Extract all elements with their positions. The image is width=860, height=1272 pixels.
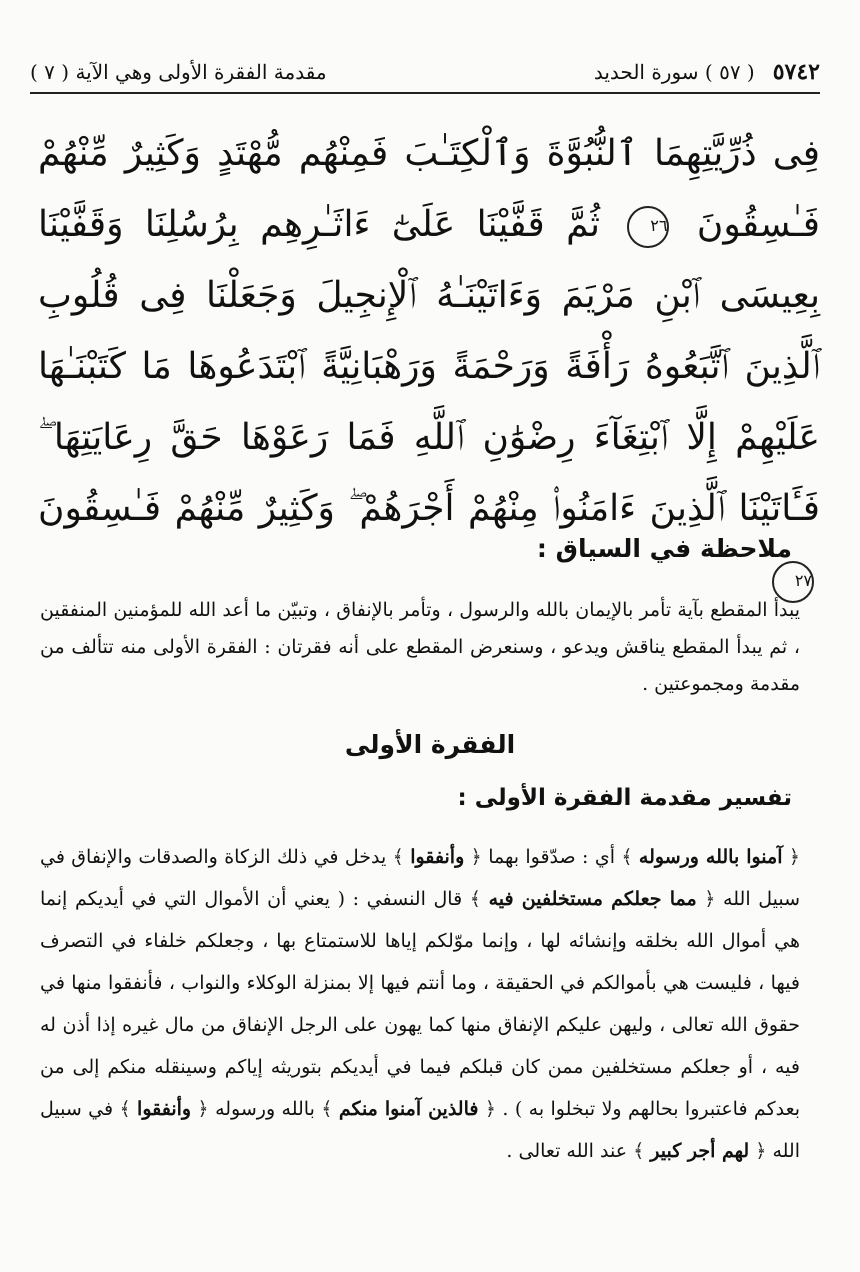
- quote-bracket-open: ﴿: [788, 846, 801, 868]
- quote-bracket-close: ﴾: [119, 1098, 131, 1120]
- running-header: [30, 52, 820, 94]
- quote-bracket-close: ﴾: [621, 846, 633, 868]
- commentary-text: عند الله تعالى .: [506, 1140, 628, 1162]
- quote-bracket-close: ﴾: [633, 1140, 645, 1162]
- page-number: ٥٧٤٢: [772, 59, 820, 85]
- quote-bracket-close: ﴾: [321, 1098, 333, 1120]
- quote-bracket-open: ﴿: [704, 888, 716, 910]
- commentary-text: أي : صدّقوا بهما: [488, 846, 615, 868]
- quote-bracket-close: ﴾: [392, 846, 404, 868]
- commentary-text: يدخل في ذلك الزكاة والصدقات والإنفاق في سبيل الله: [40, 846, 800, 910]
- quote-bracket-open: ﴿: [197, 1098, 209, 1120]
- surah-reference: ( ٥٧ ) سورة الحديد: [593, 60, 755, 84]
- context-note-heading: ملاحظة في السياق :: [536, 534, 792, 563]
- quote-bracket-open: ﴿: [470, 846, 482, 868]
- tafsir-paragraph: [40, 836, 800, 1172]
- quoted-verse: مما جعلكم مستخلفين فيه: [488, 888, 697, 910]
- section-title: مقدمة الفقرة الأولى وهي الآية ( ٧ ): [30, 60, 327, 84]
- context-note-paragraph: يبدأ المقطع بآية تأمر بالإيمان بالله والرسول ، وتأمر بالإنفاق ، وتبيّن ما أعد الله للمؤمنين المنفقين ، ثم يبدأ المقطع يناقش ويدعو ، وسنعرض المقطع على أنه فقرتان : الفقرة الأولى منه تتألف من مقدمة ومجموعتين .: [40, 599, 800, 695]
- quoted-verse: وأنفقوا: [410, 846, 465, 868]
- verse-text-27: ثُمَّ قَفَّيْنَا عَلَىٰٓ ءَاثَـٰرِهِم بِرُسُلِنَا وَقَفَّيْنَا بِعِيسَى ٱبْنِ مَرْيَمَ وَءَاتَيْنَـٰهُ ٱلْإِنجِيلَ وَجَعَلْنَا فِى قُلُوبِ ٱلَّذِينَ ٱتَّبَعُوهُ رَأْفَةً وَرَحْمَةً وَرَهْبَانِيَّةً ٱبْتَدَعُوهَا مَا كَتَبْنَـٰهَا عَلَيْهِمْ إِلَّا ٱبْتِغَآءَ رِضْوَٰنِ ٱللَّهِ فَمَا رَعَوْهَا حَقَّ رِعَايَتِهَا ۖ فَـَٔاتَيْنَا ٱلَّذِينَ ءَامَنُوا۟ مِنْهُمْ أَجْرَهُمْ ۖ وَكَثِيرٌ مِّنْهُمْ فَـٰسِقُونَ: [38, 204, 820, 529]
- quote-bracket-close: ﴾: [469, 888, 481, 910]
- quoted-verse: وأنفقوا: [137, 1098, 192, 1120]
- quoted-verse: آمنوا بالله ورسوله: [638, 846, 783, 868]
- verse-number-marker: ٢٧: [772, 561, 814, 603]
- quoted-verse: لهم أجر كبير: [650, 1140, 750, 1162]
- verse-text-26: فِى ذُرِّيَّتِهِمَا ٱلنُّبُوَّةَ وَٱلْكِتَـٰبَ فَمِنْهُم مُّهْتَدٍ وَكَثِيرٌ مِّنْهُمْ فَـٰسِقُونَ: [38, 133, 820, 245]
- commentary-text: في سبيل الله: [40, 1098, 800, 1162]
- quote-bracket-open: ﴿: [484, 1098, 497, 1120]
- header-right: [594, 59, 820, 85]
- verse-number-marker: ٢٦: [627, 206, 669, 248]
- quote-bracket-open: ﴿: [755, 1140, 767, 1162]
- commentary-text: بالله ورسوله: [215, 1098, 315, 1120]
- commentary-text: قال النسفي : ( يعني أن الأموال التي في أيديكم إنما هي أموال الله بخلقه وإنشائه لها ، وإنما موّلكم إياها للاستمتاع بها ، وجعلكم خلفاء في التصرف فيها ، فليست هي بأموالكم في الحقيقة ، وما أنتم فيها إلا بمنزلة الوكلاء والنواب ، فأنفقوا منها في حقوق الله تعالى ، وليهن عليكم الإنفاق منها كما يهون على الرجل الإنفاق من مال غيره إذا أذن له فيه ، أو جعلكم مستخلفين ممن كان قبلكم فيما في أيديكم بتوريثه إياكم وسينقله منكم إلى من بعدكم فاعتبروا بحالهم ولا تبخلوا به ) .: [40, 888, 801, 1120]
- first-section-heading: الفقرة الأولى: [344, 730, 516, 759]
- quoted-verse: فالذين آمنوا منكم: [338, 1098, 479, 1120]
- tafsir-heading: تفسير مقدمة الفقرة الأولى :: [457, 785, 792, 811]
